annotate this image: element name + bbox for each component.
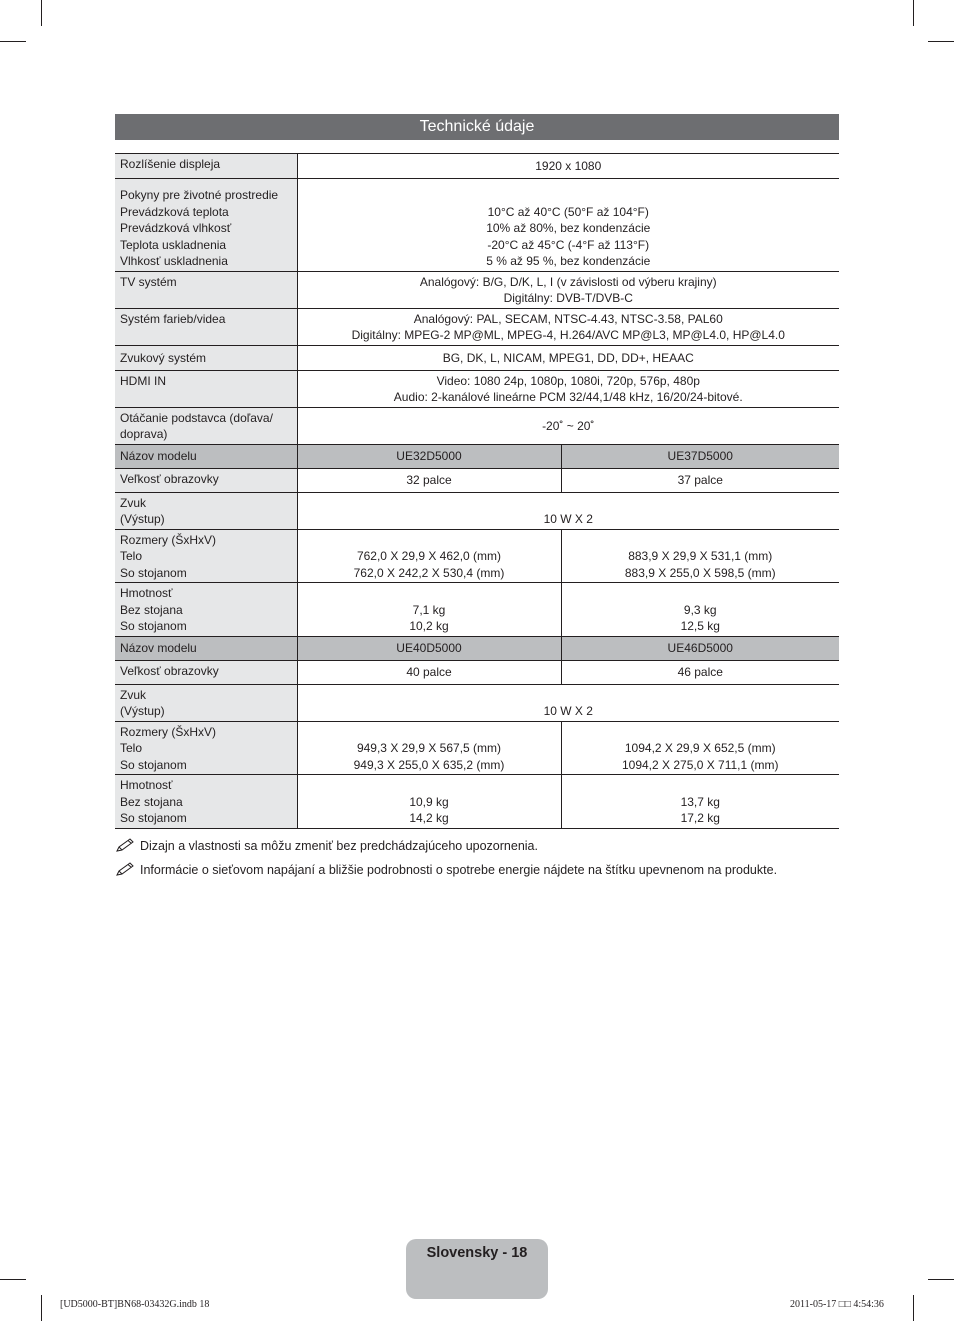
row-value: 10,9 kg 14,2 kg	[297, 775, 561, 829]
row-label: Pokyny pre životné prostredie Prevádzková teplota Prevádzková vlhkosť Teplota uskladnenia Vlhkosť uskladnenia	[115, 179, 297, 272]
table-row	[115, 179, 839, 272]
row-value: Analógový: PAL, SECAM, NTSC-4.43, NTSC-3.58, PAL60 Digitálny: MPEG-2 MP@ML, MPEG-4, H.264/AVC MP@L3, MP@L4.0, HP@L4.0	[297, 308, 839, 345]
row-label: Zvukový systém	[115, 345, 297, 370]
row-label: TV systém	[115, 271, 297, 308]
row-label: Názov modelu	[115, 636, 297, 660]
row-value: 40 palce	[297, 660, 561, 684]
model-name: UE46D5000	[561, 636, 839, 660]
row-value: 9,3 kg 12,5 kg	[561, 583, 839, 637]
crop-mark	[41, 1295, 42, 1321]
row-label: Rozmery (ŠxHxV) Telo So stojanom	[115, 721, 297, 775]
table-row	[115, 684, 839, 721]
section-title: Technické údaje	[115, 114, 839, 140]
row-label: Veľkosť obrazovky	[115, 468, 297, 492]
row-label: Hmotnosť Bez stojana So stojanom	[115, 775, 297, 829]
row-value: 949,3 X 29,9 X 567,5 (mm) 949,3 X 255,0 X 635,2 (mm)	[297, 721, 561, 775]
row-value: 883,9 X 29,9 X 531,1 (mm) 883,9 X 255,0 X 598,5 (mm)	[561, 529, 839, 583]
model-row	[115, 636, 839, 660]
row-label: Rozmery (ŠxHxV) Telo So stojanom	[115, 529, 297, 583]
model-row	[115, 444, 839, 468]
crop-mark	[41, 0, 42, 26]
pencil-icon	[115, 861, 135, 877]
table-row	[115, 721, 839, 775]
row-value: 10°C až 40°C (50°F až 104°F) 10% až 80%, bez kondenzácie -20°C až 45°C (-4°F až 113°F) 5 % až 95 %, bez kondenzácie	[297, 179, 839, 272]
model-name: UE40D5000	[297, 636, 561, 660]
row-label: Veľkosť obrazovky	[115, 660, 297, 684]
crop-mark	[928, 1279, 954, 1280]
crop-mark	[913, 1295, 914, 1321]
table-row	[115, 529, 839, 583]
table-row	[115, 154, 839, 179]
spec-table	[115, 153, 839, 829]
row-label: Zvuk (Výstup)	[115, 492, 297, 529]
row-label: Názov modelu	[115, 444, 297, 468]
table-row	[115, 271, 839, 308]
row-value: 10 W X 2	[297, 684, 839, 721]
table-row	[115, 492, 839, 529]
table-row	[115, 370, 839, 407]
row-label: Rozlíšenie displeja	[115, 154, 297, 179]
row-label: Zvuk (Výstup)	[115, 684, 297, 721]
row-value: 46 palce	[561, 660, 839, 684]
table-row	[115, 468, 839, 492]
row-value: 762,0 X 29,9 X 462,0 (mm) 762,0 X 242,2 X 530,4 (mm)	[297, 529, 561, 583]
crop-mark	[0, 1279, 26, 1280]
model-name: UE37D5000	[561, 444, 839, 468]
note-text: Dizajn a vlastnosti sa môžu zmeniť bez predchádzajúceho upozornenia.	[140, 839, 538, 853]
row-value: -20˚ ~ 20˚	[297, 407, 839, 444]
table-row	[115, 308, 839, 345]
page-number-tab	[406, 1239, 548, 1299]
table-row	[115, 407, 839, 444]
row-label: Hmotnosť Bez stojana So stojanom	[115, 583, 297, 637]
page-number: Slovensky - 18	[426, 1245, 528, 1261]
slug-file: [UD5000-BT]BN68-03432G.indb 18	[60, 1299, 210, 1310]
row-value: 32 palce	[297, 468, 561, 492]
row-value: 7,1 kg 10,2 kg	[297, 583, 561, 637]
slug-timestamp: 2011-05-17 □□ 4:54:36	[790, 1299, 884, 1310]
row-value: BG, DK, L, NICAM, MPEG1, DD, DD+, HEAAC	[297, 345, 839, 370]
note-item	[115, 835, 839, 859]
row-value: 37 palce	[561, 468, 839, 492]
crop-mark	[913, 0, 914, 26]
notes	[115, 835, 839, 883]
pencil-icon	[115, 837, 135, 853]
note-text: Informácie o sieťovom napájaní a bližšie podrobnosti o spotrebe energie nájdete na štítku upevnenom na produkte.	[140, 863, 778, 877]
table-row	[115, 345, 839, 370]
row-value: 13,7 kg 17,2 kg	[561, 775, 839, 829]
note-item	[115, 859, 839, 883]
row-label: Otáčanie podstavca (doľava/ doprava)	[115, 407, 297, 444]
row-value: 1920 x 1080	[297, 154, 839, 179]
row-label: Systém farieb/videa	[115, 308, 297, 345]
row-value: Analógový: B/G, D/K, L, I (v závislosti od výberu krajiny) Digitálny: DVB-T/DVB-C	[297, 271, 839, 308]
row-value: Video: 1080 24p, 1080p, 1080i, 720p, 576p, 480p Audio: 2-kanálové lineárne PCM 32/44,1/48 kHz, 16/20/24-bitové.	[297, 370, 839, 407]
row-value: 10 W X 2	[297, 492, 839, 529]
crop-mark	[928, 41, 954, 42]
table-row	[115, 583, 839, 637]
table-row	[115, 660, 839, 684]
crop-mark	[0, 41, 26, 42]
model-name: UE32D5000	[297, 444, 561, 468]
row-label: HDMI IN	[115, 370, 297, 407]
table-row	[115, 775, 839, 829]
row-value: 1094,2 X 29,9 X 652,5 (mm) 1094,2 X 275,0 X 711,1 (mm)	[561, 721, 839, 775]
